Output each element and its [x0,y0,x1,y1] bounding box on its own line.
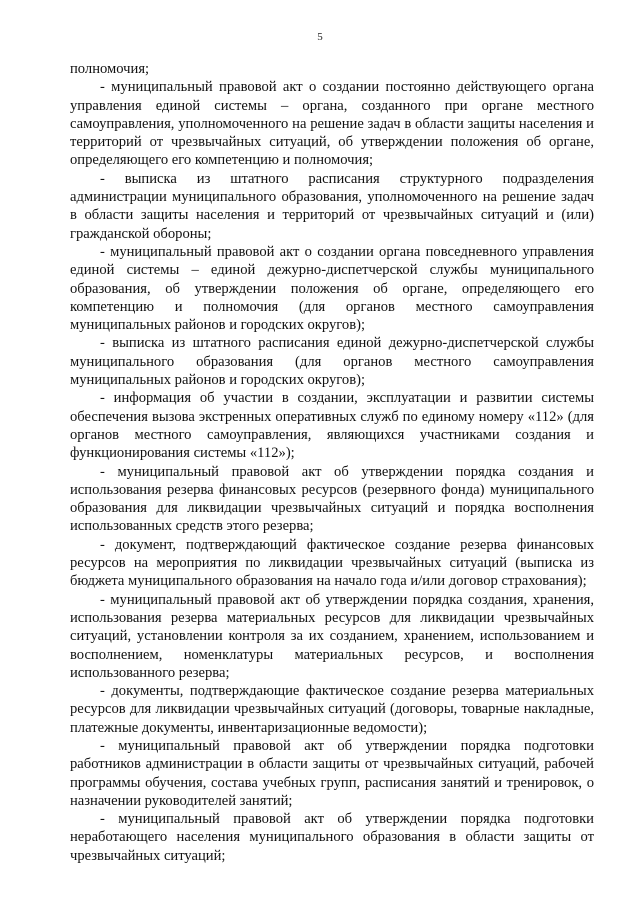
paragraph: - выписка из штатного расписания структурного подразделения администрации муниципального образования, уполномоченного на решение задач в области защиты населения и территорий от чрезвычайных ситуаций и (или) гражданской обороны; [70,170,594,242]
paragraph: - документы, подтверждающие фактическое создание резерва материальных ресурсов для ликвидации чрезвычайных ситуаций (договоры, товарные накладные, платежные документы, инвентаризационные ведомости); [70,683,594,736]
paragraph: - информация об участии в создании, эксплуатации и развитии системы обеспечения вызова экстренных оперативных служб по единому номеру «112» (для органов местного самоуправления, являющихся участниками создания и функционирования системы «112»); [70,390,594,462]
paragraph: - муниципальный правовой акт о создании постоянно действующего органа управления единой системы – органа, созданного при органе местного самоуправления, уполномоченного на решение задач в области защиты населения и территорий от чрезвычайных ситуаций, об утверждении положения об органе, определяющего его компетенцию и полномочия; [70,79,594,169]
paragraph: - муниципальный правовой акт об утверждении порядка подготовки работников администрации в области защиты от чрезвычайных ситуаций, рабочей программы обучения, состава учебных групп, расписания занятий и тренировок, о назначении руководителей занятий; [70,737,594,809]
document-body [70,60,594,865]
paragraph: - документ, подтверждающий фактическое создание резерва финансовых ресурсов на мероприятия по ликвидации чрезвычайных ситуаций (выписка из бюджета муниципального образования на начало года и/или договор страхования); [70,536,594,590]
paragraph: - муниципальный правовой акт об утверждении порядка создания, хранения, использования резерва материальных ресурсов для ликвидации чрезвычайных ситуаций, установлении контроля за их созданием, хранением, использованием и восполнением, номенклатуры материальных ресурсов, и восполнения использованного резерва; [70,591,594,681]
paragraph: - муниципальный правовой акт о создании органа повседневного управления единой системы – единой дежурно-диспетчерской службы муниципального образования, об утверждении положения об органе, определяющего его компетенцию и полномочия (для органов местного самоуправления муниципальных районов и городских округов); [70,243,594,334]
paragraph: полномочия; [70,61,150,77]
page-number: 5 [317,31,323,43]
paragraph: - муниципальный правовой акт об утверждении порядка подготовки неработающего населения муниципального образования в области защиты от чрезвычайных ситуаций; [70,811,594,864]
paragraph: - выписка из штатного расписания единой дежурно-диспетчерской службы муниципального образования (для органов местного самоуправления муниципальных районов и городских округов); [70,335,594,389]
paragraph: - муниципальный правовой акт об утверждении порядка создания и использования резерва финансовых ресурсов (резервного фонда) муниципального образования для ликвидации чрезвычайных ситуаций и порядка восполнения использованных средств этого резерва; [70,463,594,535]
